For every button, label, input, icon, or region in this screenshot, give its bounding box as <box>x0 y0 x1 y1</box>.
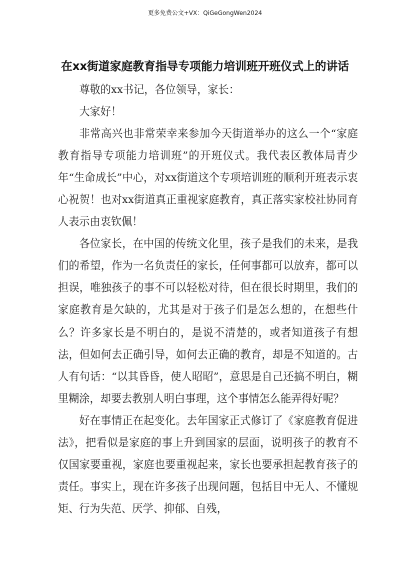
paragraph: 好在事情正在起变化。去年国家正式修订了《家庭教育促进法》，把看似是家庭的事上升到国家的层面，说明孩子的教育不仅国家要重视，家庭也要重视起来，家长也要承担起教育孩子的责任。事实上，现在许多孩子出现问题，包括目中无人、不懂规矩、行为失范、厌学、抑郁、自残， <box>58 414 358 515</box>
document-body <box>58 79 358 520</box>
salutation: 尊敬的xx书记，各位领导，家长： <box>79 84 240 96</box>
document-title: 在xx街道家庭教育指导专项能力培训班开班仪式上的讲话 <box>60 59 350 73</box>
paragraph: 各位家长，在中国的传统文化里，孩子是我们的未来，是我们的希望，作为一名负责任的家长，任何事都可以放弃，都可以担误，唯独孩子的事不可以轻松对待，但在很长时期里，我们的家庭教育是欠缺的，尤其是对于孩子们是怎么想的，在想些什么？许多家长是不明白的，是说不清楚的，或者知道孩子有想法，但如何去正确引导，如何去正确的教育，却是不知道的。古人有句话：“以其昏昏，使人昭昭”，意思是自己还搞不明白，糊里糊涂，却要去教别人明白事理，这个事情怎么能弄得好呢？ <box>58 238 358 405</box>
greeting: 大家好！ <box>79 106 122 119</box>
page-header: 更多免费公文+VX：QiGeGongWen2024 <box>147 10 263 17</box>
paragraph: 非常高兴也非常荣幸来参加今天街道举办的这么一个“家庭教育指导专项能力培训班”的开班仪式。我代表区教体局青少年“生命成长”中心，对xx街道这个专项培训班的顺利开班表示衷心祝贺！也对xx街道真正重视家庭教育，真正落实家校社协同育人表示由衷钦佩！ <box>58 128 358 229</box>
